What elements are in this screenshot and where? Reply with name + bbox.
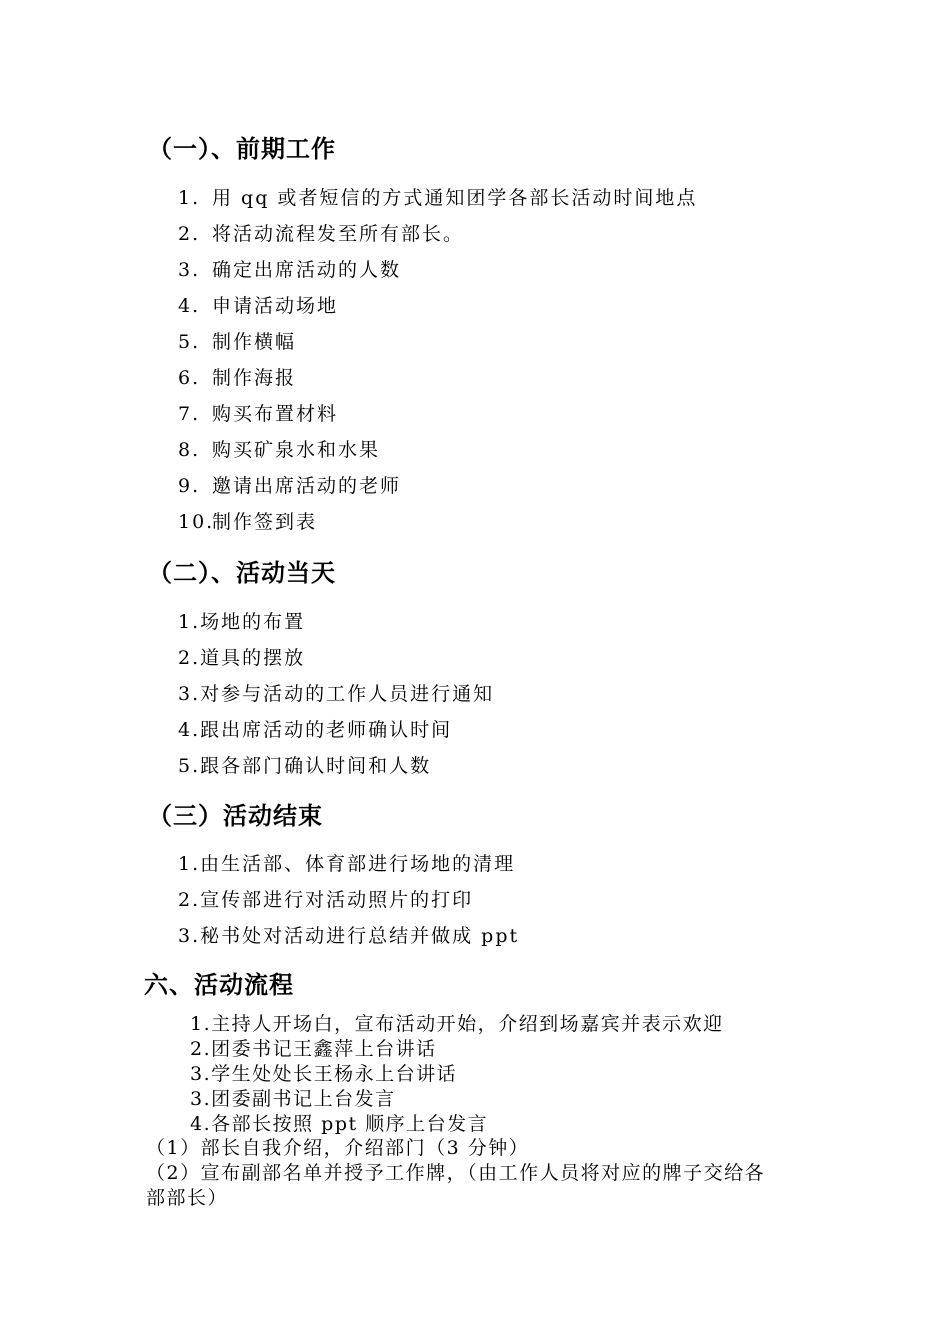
item-text: 用 qq 或者短信的方式通知团学各部长活动时间地点: [212, 187, 698, 209]
item-text: 制作横幅: [212, 331, 297, 353]
item-number: 1.: [178, 187, 201, 209]
item-text: 购买矿泉水和水果: [212, 439, 381, 461]
list-item: 2.团委书记王鑫萍上台讲话: [190, 1038, 437, 1060]
list-item: 3.秘书处对活动进行总结并做成 ppt: [178, 925, 520, 947]
list-item: [178, 438, 380, 462]
list-item: [178, 366, 296, 390]
item-number: 3.: [178, 259, 201, 281]
list-item: [178, 402, 338, 426]
item-number: 7.: [178, 403, 201, 425]
list-item: [178, 510, 317, 534]
item-number: 5.: [178, 331, 201, 353]
item-number: 4.: [178, 295, 201, 317]
section-heading-event-day: （二）、活动当天: [148, 559, 336, 587]
item-text: 确定出席活动的人数: [212, 259, 402, 281]
list-item: [178, 330, 296, 354]
list-item: [178, 186, 697, 210]
section-heading-preparation: （一）、前期工作: [148, 135, 336, 163]
item-text: 制作签到表: [212, 511, 318, 533]
section-heading-event-end: （三）活动结束: [148, 802, 323, 830]
sub-list-item: （2）宣布副部名单并授予工作牌，（由工作人员将对应的牌子交给各: [146, 1162, 766, 1184]
list-item: 3.团委副书记上台发言: [190, 1088, 396, 1110]
item-text: 申请活动场地: [212, 295, 339, 317]
item-text: 购买布置材料: [212, 403, 339, 425]
list-item: 1.场地的布置: [178, 611, 306, 633]
list-item: [178, 294, 338, 318]
list-item: 3.对参与活动的工作人员进行通知: [178, 683, 495, 705]
item-number: 10.: [178, 511, 215, 533]
list-item: 5.跟各部门确认时间和人数: [178, 755, 432, 777]
item-text: 将活动流程发至所有部长。: [212, 223, 465, 245]
list-item: 3.学生处处长王杨永上台讲话: [190, 1063, 458, 1085]
item-number: 8.: [178, 439, 201, 461]
item-text: 制作海报: [212, 367, 297, 389]
item-number: 6.: [178, 367, 201, 389]
item-number: 9.: [178, 475, 201, 497]
list-item: 4.各部长按照 ppt 顺序上台发言: [190, 1113, 489, 1135]
section-heading-event-flow: 六、活动流程: [144, 971, 294, 999]
list-item: 1.主持人开场白，宣布活动开始，介绍到场嘉宾并表示欢迎: [190, 1013, 724, 1035]
sub-list-item: 部部长）: [146, 1187, 229, 1209]
list-item: 4.跟出席活动的老师确认时间: [178, 719, 453, 741]
item-text: 邀请出席活动的老师: [212, 475, 402, 497]
item-number: 2.: [178, 223, 201, 245]
list-item: 2.宣传部进行对活动照片的打印: [178, 889, 474, 911]
sub-list-item: （1）部长自我介绍，介绍部门（3 分钟）: [146, 1137, 530, 1159]
list-item: [178, 474, 401, 498]
list-item: 1.由生活部、体育部进行场地的清理: [178, 853, 516, 875]
list-item: 2.道具的摆放: [178, 647, 306, 669]
list-item: [178, 258, 401, 282]
list-item: [178, 222, 464, 246]
